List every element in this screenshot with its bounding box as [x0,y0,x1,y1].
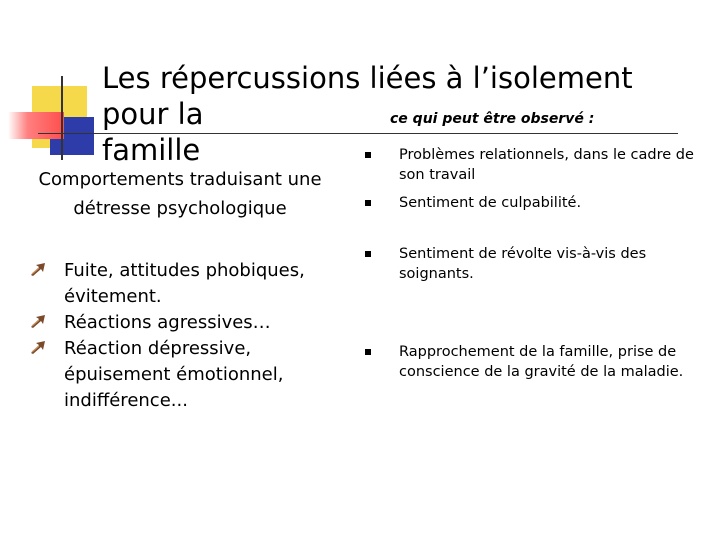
right-list-item-text: Problèmes relationnels, dans le cadre de son travail [399,147,694,183]
decor-vertical-line [61,76,63,160]
left-list-item-text: Fuite, attitudes phobiques, évitement. [64,260,305,307]
right-list-item [365,244,695,284]
left-list-item [30,336,340,414]
left-list-item-text: Réactions agressives… [64,312,271,333]
left-bullet-list [30,258,340,414]
left-list-item [30,258,340,310]
right-list-item-text: Sentiment de révolte vis-à-vis des soignants. [399,246,647,282]
slide-title: Les répercussions liées à l’isolement pour la famille [102,61,633,167]
square-bullet-icon [365,251,371,257]
right-list-item-text: Sentiment de culpabilité. [399,195,582,211]
square-bullet-icon [365,200,371,206]
right-list-item-text: Rapprochement de la famille, prise de conscience de la gravité de la maladie. [399,344,684,380]
decor-red-bar [8,112,64,139]
right-list-item [365,145,695,185]
left-list-item-text: Réaction dépressive, épuisement émotionnel, indifférence... [64,338,284,411]
left-list-item [30,310,340,336]
square-bullet-icon [365,152,371,158]
right-list-item [365,342,695,382]
arrow-bullet-icon [30,314,46,328]
arrow-bullet-icon [30,340,46,354]
slide-subtitle: ce qui peut être observé : [390,111,595,127]
arrow-bullet-icon [30,262,46,276]
right-list-item [365,193,695,213]
left-column-header: Comportements traduisant une détresse psychologique [38,169,322,219]
square-bullet-icon [365,349,371,355]
